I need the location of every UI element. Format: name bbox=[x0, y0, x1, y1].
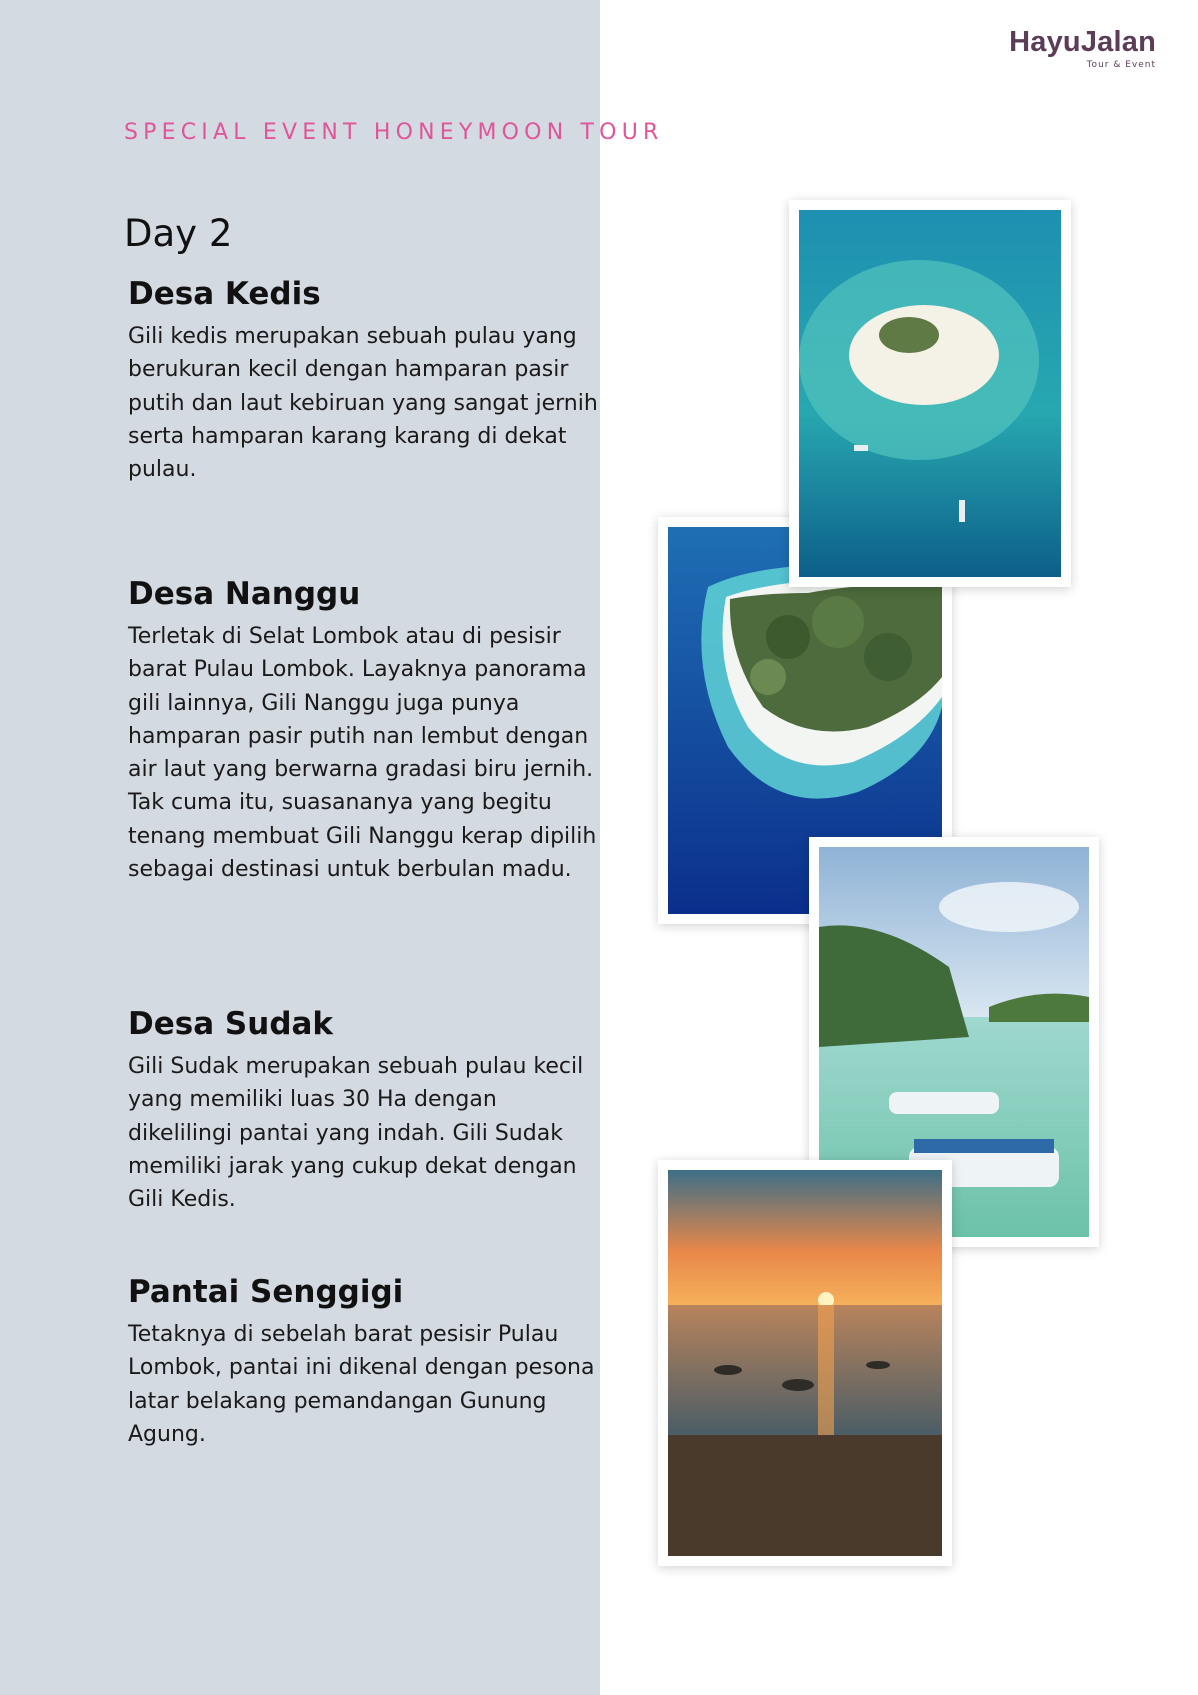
section-title: Desa Nanggu bbox=[128, 576, 361, 612]
page-subtitle: SPECIAL EVENT HONEYMOON TOUR bbox=[124, 120, 664, 145]
brand-name: HayuJalan bbox=[1009, 26, 1156, 58]
brand-tagline: Tour & Event bbox=[1086, 60, 1156, 70]
section-title: Desa Kedis bbox=[128, 276, 321, 312]
section-text: Terletak di Selat Lombok atau di pesisir barat Pulau Lombok. Layaknya panorama gili lainnya, Gili Nanggu juga punya hamparan pasir putih nan lembut dengan air laut yang berwarna gradasi biru jernih. Tak cuma itu, suasananya yang begitu tenang membuat Gili Nanggu kerap dipilih sebagai destinasi untuk berbulan madu. bbox=[128, 624, 597, 883]
section-pantai-senggigi bbox=[128, 1272, 598, 1451]
section-text: Gili kedis merupakan sebuah pulau yang berukuran kecil dengan hamparan pasir putih dan laut kebiruan yang sangat jernih serta hamparan karang karang di dekat pulau. bbox=[128, 324, 598, 483]
day-heading: Day 2 bbox=[124, 212, 233, 255]
section-title: Pantai Senggigi bbox=[128, 1274, 404, 1310]
section-desa-kedis bbox=[128, 274, 598, 486]
section-desa-nanggu bbox=[128, 574, 598, 886]
section-desa-sudak bbox=[128, 1004, 598, 1216]
section-text: Gili Sudak merupakan sebuah pulau kecil yang memiliki luas 30 Ha dengan dikelilingi pantai yang indah. Gili Sudak memiliki jarak yang cukup dekat dengan Gili Kedis. bbox=[128, 1054, 584, 1213]
brand-logo bbox=[1009, 26, 1156, 70]
photo-gili-kedis-image bbox=[799, 210, 1061, 577]
photo-gili-kedis bbox=[789, 200, 1071, 587]
photo-pantai-senggigi-image bbox=[668, 1170, 942, 1556]
section-text: Tetaknya di sebelah barat pesisir Pulau Lombok, pantai ini dikenal dengan pesona latar belakang pemandangan Gunung Agung. bbox=[128, 1322, 595, 1447]
section-title: Desa Sudak bbox=[128, 1006, 334, 1042]
photo-pantai-senggigi bbox=[658, 1160, 952, 1566]
